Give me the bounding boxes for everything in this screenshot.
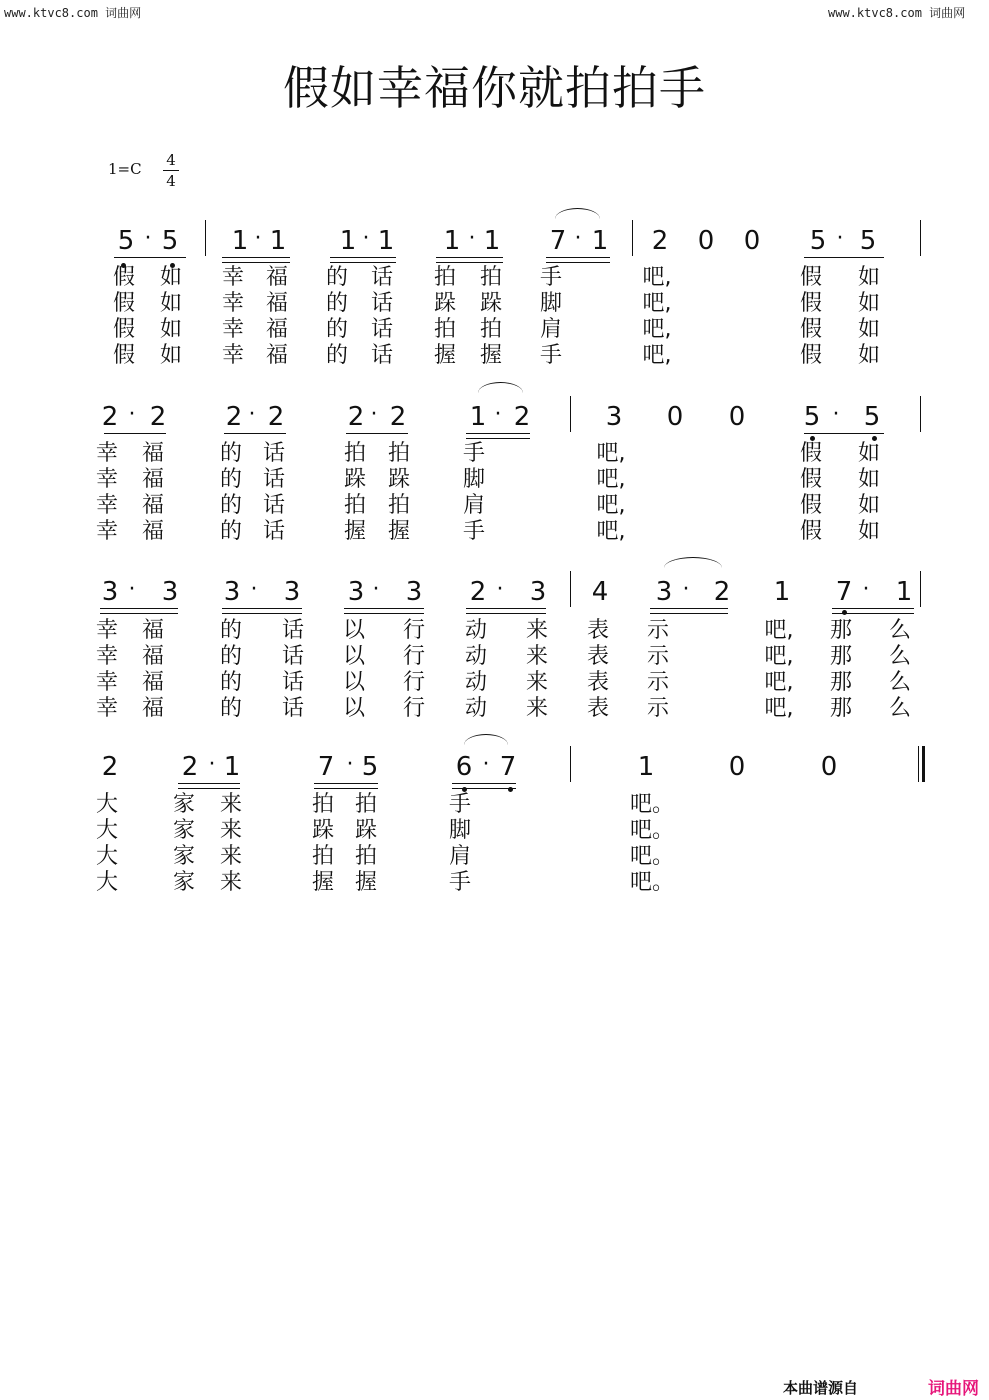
time-signature — [160, 150, 182, 191]
lyric-syllable: 假 — [799, 519, 822, 544]
note-dot: · — [248, 402, 256, 427]
lyric-syllable: 福 — [141, 644, 164, 669]
underline-beam — [314, 783, 378, 784]
footer-source: 本曲谱源自 — [783, 1379, 859, 1397]
lyric-syllable: 话 — [281, 644, 304, 669]
note-digit: 2 — [101, 752, 119, 782]
note-digit: 2 — [347, 402, 365, 432]
lyric-syllable: 话 — [262, 467, 285, 492]
lyric-syllable: 假 — [112, 343, 135, 368]
note-digit: 2 — [469, 577, 487, 607]
note-digit: 0 — [666, 402, 684, 432]
note-dot: · — [128, 402, 136, 427]
lyric-syllable: 幸 — [221, 317, 244, 342]
lyric-syllable: 行 — [402, 670, 425, 695]
note-digit: 7 — [499, 752, 517, 782]
lyric-syllable: 肩 — [462, 493, 485, 518]
lyric-syllable: 表 — [586, 696, 609, 721]
underline-beam — [466, 613, 546, 614]
lyric-syllable: 幸 — [95, 519, 118, 544]
underline-beam — [222, 257, 290, 258]
lyric-syllable: 行 — [402, 618, 425, 643]
note-dot: · — [482, 752, 490, 777]
octave-dot — [508, 787, 513, 792]
lyric-syllable: 家 — [172, 792, 195, 817]
lyric-syllable: 大 — [95, 818, 118, 843]
lyric-syllable: 拍 — [354, 792, 377, 817]
lyric-syllable: 拍 — [479, 317, 502, 342]
lyric-syllable: 幸 — [95, 618, 118, 643]
lyric-syllable: 握 — [479, 343, 502, 368]
underline-beam — [804, 257, 884, 258]
lyric-syllable: 么 — [888, 670, 911, 695]
lyric-syllable: 手 — [462, 441, 485, 466]
note-digit: 3 — [101, 577, 119, 607]
bar-line — [920, 396, 921, 432]
lyric-syllable: 幸 — [221, 291, 244, 316]
underline-beam — [100, 608, 178, 609]
underline-beam — [650, 608, 728, 609]
note-dot: · — [254, 226, 262, 251]
underline-beam — [344, 613, 424, 614]
note-digit: 2 — [181, 752, 199, 782]
bar-line — [570, 571, 571, 607]
underline-beam — [104, 433, 166, 434]
lyric-syllable: 话 — [281, 618, 304, 643]
lyric-syllable: 示 — [646, 670, 669, 695]
time-top: 4 — [166, 151, 176, 169]
lyric-syllable: 如 — [857, 493, 880, 518]
underline-beam — [178, 788, 240, 789]
lyric-syllable: 幸 — [95, 644, 118, 669]
underline-beam — [344, 608, 424, 609]
note-dot: · — [346, 752, 354, 777]
lyric-syllable: 脚 — [462, 467, 485, 492]
lyric-syllable: 脚 — [448, 818, 471, 843]
note-digit: 2 — [651, 226, 669, 256]
lyric-syllable: 来 — [219, 844, 242, 869]
lyric-syllable: 拍 — [343, 441, 366, 466]
note-digit: 1 — [231, 226, 249, 256]
lyric-syllable: 如 — [857, 467, 880, 492]
lyric-syllable: 假 — [799, 343, 822, 368]
lyric-syllable: 手 — [448, 792, 471, 817]
underline-beam — [466, 608, 546, 609]
lyric-syllable: 拍 — [311, 792, 334, 817]
note-digit: 6 — [455, 752, 473, 782]
lyric-syllable: 幸 — [95, 441, 118, 466]
note-digit: 2 — [101, 402, 119, 432]
lyric-syllable: 的 — [219, 493, 242, 518]
lyric-syllable: 话 — [262, 493, 285, 518]
note-digit: 3 — [655, 577, 673, 607]
note-digit: 1 — [483, 226, 501, 256]
bar-line — [920, 571, 921, 607]
note-digit: 1 — [591, 226, 609, 256]
lyric-syllable: 拍 — [479, 265, 502, 290]
lyric-syllable: 表 — [586, 644, 609, 669]
underline-beam — [100, 613, 178, 614]
note-digit: 3 — [347, 577, 365, 607]
lyric-syllable: 如 — [857, 519, 880, 544]
note-digit: 3 — [605, 402, 623, 432]
note-digit: 2 — [267, 402, 285, 432]
lyric-syllable: 吧, — [596, 493, 626, 518]
lyric-syllable: 的 — [325, 343, 348, 368]
lyric-syllable: 福 — [265, 291, 288, 316]
lyric-syllable: 吧, — [596, 441, 626, 466]
lyric-syllable: 如 — [857, 265, 880, 290]
lyric-syllable: 表 — [586, 670, 609, 695]
lyric-syllable: 手 — [539, 343, 562, 368]
lyric-syllable: 如 — [857, 317, 880, 342]
lyric-syllable: 福 — [141, 696, 164, 721]
lyric-syllable: 的 — [219, 644, 242, 669]
underline-beam — [114, 257, 186, 258]
note-digit: 0 — [697, 226, 715, 256]
lyric-syllable: 家 — [172, 870, 195, 895]
note-digit: 5 — [161, 226, 179, 256]
underline-beam — [330, 257, 396, 258]
slur-arc — [464, 734, 508, 745]
lyric-syllable: 话 — [370, 317, 393, 342]
underline-beam — [222, 613, 302, 614]
underline-beam — [330, 262, 396, 263]
note-dot: · — [370, 402, 378, 427]
lyric-syllable: 幸 — [95, 670, 118, 695]
lyric-syllable: 福 — [265, 343, 288, 368]
lyric-syllable: 来 — [525, 670, 548, 695]
note-digit: 5 — [859, 226, 877, 256]
note-dot: · — [144, 226, 152, 251]
bar-line — [570, 746, 571, 782]
lyric-syllable: 吧, — [642, 291, 672, 316]
lyric-syllable: 福 — [141, 519, 164, 544]
note-digit: 2 — [513, 402, 531, 432]
underline-beam — [178, 783, 240, 784]
lyric-syllable: 假 — [799, 493, 822, 518]
lyric-syllable: 肩 — [539, 317, 562, 342]
lyric-syllable: 如 — [857, 291, 880, 316]
lyric-syllable: 拍 — [387, 441, 410, 466]
note-dot: · — [250, 577, 258, 602]
underline-beam — [546, 262, 610, 263]
lyric-syllable: 拍 — [433, 265, 456, 290]
note-dot: · — [362, 226, 370, 251]
lyric-syllable: 吧, — [764, 670, 794, 695]
lyric-syllable: 福 — [265, 265, 288, 290]
underline-beam — [452, 783, 516, 784]
lyric-syllable: 福 — [141, 467, 164, 492]
note-dot: · — [496, 577, 504, 602]
underline-beam — [804, 433, 884, 434]
footer-brand: 词曲网 — [928, 1379, 979, 1399]
lyric-syllable: 的 — [219, 670, 242, 695]
underline-beam — [222, 608, 302, 609]
lyric-syllable: 吧, — [642, 343, 672, 368]
lyric-syllable: 的 — [325, 265, 348, 290]
underline-beam — [832, 608, 914, 609]
note-dot: · — [468, 226, 476, 251]
lyric-syllable: 握 — [387, 519, 410, 544]
lyric-syllable: 以 — [342, 618, 365, 643]
note-digit: 2 — [713, 577, 731, 607]
underline-beam — [224, 433, 286, 434]
lyric-syllable: 话 — [370, 265, 393, 290]
lyric-syllable: 握 — [354, 870, 377, 895]
lyric-syllable: 肩 — [448, 844, 471, 869]
lyric-syllable: 幸 — [221, 343, 244, 368]
time-bottom: 4 — [166, 172, 176, 190]
lyric-syllable: 么 — [888, 618, 911, 643]
lyric-syllable: 示 — [646, 644, 669, 669]
lyric-syllable: 幸 — [95, 696, 118, 721]
lyric-syllable: 假 — [799, 467, 822, 492]
note-digit: 5 — [809, 226, 827, 256]
lyric-syllable: 如 — [159, 343, 182, 368]
slur-arc — [478, 382, 523, 393]
lyric-syllable: 假 — [112, 317, 135, 342]
underline-beam — [314, 788, 378, 789]
lyric-syllable: 动 — [464, 670, 487, 695]
lyric-syllable: 来 — [219, 818, 242, 843]
lyric-syllable: 来 — [525, 618, 548, 643]
lyric-syllable: 以 — [342, 644, 365, 669]
note-digit: 7 — [549, 226, 567, 256]
underline-beam — [546, 257, 610, 258]
note-digit: 4 — [591, 577, 609, 607]
lyric-syllable: 握 — [343, 519, 366, 544]
lyric-syllable: 大 — [95, 870, 118, 895]
note-digit: 1 — [895, 577, 913, 607]
song-title: 假如幸福你就拍拍手 — [283, 61, 706, 115]
lyric-syllable: 假 — [112, 265, 135, 290]
lyric-syllable: 福 — [265, 317, 288, 342]
lyric-syllable: 那 — [829, 644, 852, 669]
lyric-syllable: 假 — [799, 291, 822, 316]
lyric-syllable: 话 — [370, 291, 393, 316]
lyric-syllable: 以 — [342, 696, 365, 721]
header-left: www.ktvc8.com 词曲网 — [4, 6, 142, 20]
lyric-syllable: 假 — [799, 317, 822, 342]
note-digit: 0 — [820, 752, 838, 782]
note-digit: 5 — [117, 226, 135, 256]
lyric-syllable: 动 — [464, 644, 487, 669]
note-dot: · — [682, 577, 690, 602]
lyric-syllable: 动 — [464, 618, 487, 643]
underline-beam — [436, 257, 503, 258]
lyric-syllable: 跺 — [311, 818, 334, 843]
underline-beam — [466, 433, 530, 434]
lyric-syllable: 以 — [342, 670, 365, 695]
note-digit: 3 — [223, 577, 241, 607]
underline-beam — [222, 262, 290, 263]
lyric-syllable: 动 — [464, 696, 487, 721]
lyric-syllable: 拍 — [354, 844, 377, 869]
note-digit: 0 — [728, 752, 746, 782]
bar-line — [570, 396, 571, 432]
lyric-syllable: 吧。 — [630, 792, 675, 817]
note-digit: 1 — [223, 752, 241, 782]
lyric-syllable: 大 — [95, 844, 118, 869]
lyric-syllable: 来 — [219, 792, 242, 817]
bar-line — [632, 220, 633, 256]
note-dot: · — [372, 577, 380, 602]
lyric-syllable: 假 — [799, 441, 822, 466]
lyric-syllable: 跺 — [479, 291, 502, 316]
note-digit: 7 — [317, 752, 335, 782]
header-right: www.ktvc8.com 词曲网 — [828, 6, 966, 20]
lyric-syllable: 那 — [829, 670, 852, 695]
note-digit: 2 — [225, 402, 243, 432]
lyric-syllable: 吧, — [764, 618, 794, 643]
note-digit: 1 — [773, 577, 791, 607]
underline-beam — [650, 613, 728, 614]
lyric-syllable: 跺 — [354, 818, 377, 843]
note-digit: 5 — [361, 752, 379, 782]
lyric-syllable: 那 — [829, 618, 852, 643]
lyric-syllable: 表 — [586, 618, 609, 643]
lyric-syllable: 福 — [141, 441, 164, 466]
lyric-syllable: 手 — [462, 519, 485, 544]
lyric-syllable: 的 — [219, 696, 242, 721]
lyric-syllable: 吧, — [764, 644, 794, 669]
lyric-syllable: 跺 — [343, 467, 366, 492]
lyric-syllable: 握 — [311, 870, 334, 895]
lyric-syllable: 么 — [888, 644, 911, 669]
lyric-syllable: 话 — [370, 343, 393, 368]
note-digit: 0 — [743, 226, 761, 256]
lyric-syllable: 么 — [888, 696, 911, 721]
note-digit: 3 — [161, 577, 179, 607]
note-dot: · — [494, 402, 502, 427]
lyric-syllable: 吧, — [764, 696, 794, 721]
note-digit: 0 — [728, 402, 746, 432]
lyric-syllable: 跺 — [387, 467, 410, 492]
underline-beam — [436, 262, 503, 263]
underline-beam — [466, 438, 530, 439]
lyric-syllable: 拍 — [433, 317, 456, 342]
lyric-syllable: 假 — [112, 291, 135, 316]
lyric-syllable: 拍 — [343, 493, 366, 518]
underline-beam — [346, 433, 408, 434]
lyric-syllable: 家 — [172, 818, 195, 843]
lyric-syllable: 福 — [141, 670, 164, 695]
bar-line — [918, 746, 919, 782]
lyric-syllable: 大 — [95, 792, 118, 817]
lyric-syllable: 的 — [219, 467, 242, 492]
lyric-syllable: 家 — [172, 844, 195, 869]
lyric-syllable: 的 — [325, 317, 348, 342]
lyric-syllable: 跺 — [433, 291, 456, 316]
note-digit: 1 — [269, 226, 287, 256]
lyric-syllable: 握 — [433, 343, 456, 368]
lyric-syllable: 吧, — [642, 265, 672, 290]
lyric-syllable: 手 — [448, 870, 471, 895]
lyric-syllable: 来 — [219, 870, 242, 895]
lyric-syllable: 幸 — [95, 467, 118, 492]
note-digit: 5 — [863, 402, 881, 432]
lyric-syllable: 吧, — [642, 317, 672, 342]
note-digit: 3 — [283, 577, 301, 607]
lyric-syllable: 如 — [857, 441, 880, 466]
lyric-syllable: 来 — [525, 696, 548, 721]
slur-arc — [555, 208, 600, 219]
key-signature: 1=C — [108, 160, 142, 178]
lyric-syllable: 的 — [325, 291, 348, 316]
lyric-syllable: 吧。 — [630, 818, 675, 843]
note-dot: · — [574, 226, 582, 251]
lyric-syllable: 幸 — [95, 493, 118, 518]
lyric-syllable: 如 — [857, 343, 880, 368]
lyric-syllable: 的 — [219, 441, 242, 466]
lyric-syllable: 话 — [262, 441, 285, 466]
note-dot: · — [832, 402, 840, 427]
slur-arc — [664, 557, 722, 568]
bar-line — [920, 220, 921, 256]
lyric-syllable: 的 — [219, 519, 242, 544]
note-digit: 1 — [469, 402, 487, 432]
note-digit: 1 — [637, 752, 655, 782]
lyric-syllable: 话 — [281, 670, 304, 695]
bar-line — [205, 220, 206, 256]
octave-dot — [842, 610, 847, 615]
note-digit: 1 — [339, 226, 357, 256]
lyric-syllable: 行 — [402, 696, 425, 721]
note-digit: 1 — [443, 226, 461, 256]
note-digit: 3 — [529, 577, 547, 607]
lyric-syllable: 吧。 — [630, 844, 675, 869]
lyric-syllable: 假 — [799, 265, 822, 290]
lyric-syllable: 的 — [219, 618, 242, 643]
lyric-syllable: 话 — [262, 519, 285, 544]
lyric-syllable: 如 — [159, 265, 182, 290]
note-dot: · — [128, 577, 136, 602]
lyric-syllable: 吧。 — [630, 870, 675, 895]
lyric-syllable: 来 — [525, 644, 548, 669]
lyric-syllable: 福 — [141, 618, 164, 643]
lyric-syllable: 拍 — [311, 844, 334, 869]
lyric-syllable: 福 — [141, 493, 164, 518]
lyric-syllable: 示 — [646, 696, 669, 721]
note-dot: · — [862, 577, 870, 602]
note-digit: 2 — [149, 402, 167, 432]
lyric-syllable: 话 — [281, 696, 304, 721]
note-dot: · — [208, 752, 216, 777]
note-digit: 3 — [405, 577, 423, 607]
lyric-syllable: 示 — [646, 618, 669, 643]
lyric-syllable: 拍 — [387, 493, 410, 518]
lyric-syllable: 手 — [539, 265, 562, 290]
lyric-syllable: 幸 — [221, 265, 244, 290]
note-digit: 1 — [377, 226, 395, 256]
lyric-syllable: 吧, — [596, 519, 626, 544]
lyric-syllable: 如 — [159, 291, 182, 316]
note-digit: 5 — [803, 402, 821, 432]
note-dot: · — [836, 226, 844, 251]
lyric-syllable: 那 — [829, 696, 852, 721]
lyric-syllable: 脚 — [539, 291, 562, 316]
note-digit: 2 — [389, 402, 407, 432]
lyric-syllable: 如 — [159, 317, 182, 342]
lyric-syllable: 行 — [402, 644, 425, 669]
note-digit: 7 — [835, 577, 853, 607]
lyric-syllable: 吧, — [596, 467, 626, 492]
final-bar-line — [922, 746, 925, 782]
